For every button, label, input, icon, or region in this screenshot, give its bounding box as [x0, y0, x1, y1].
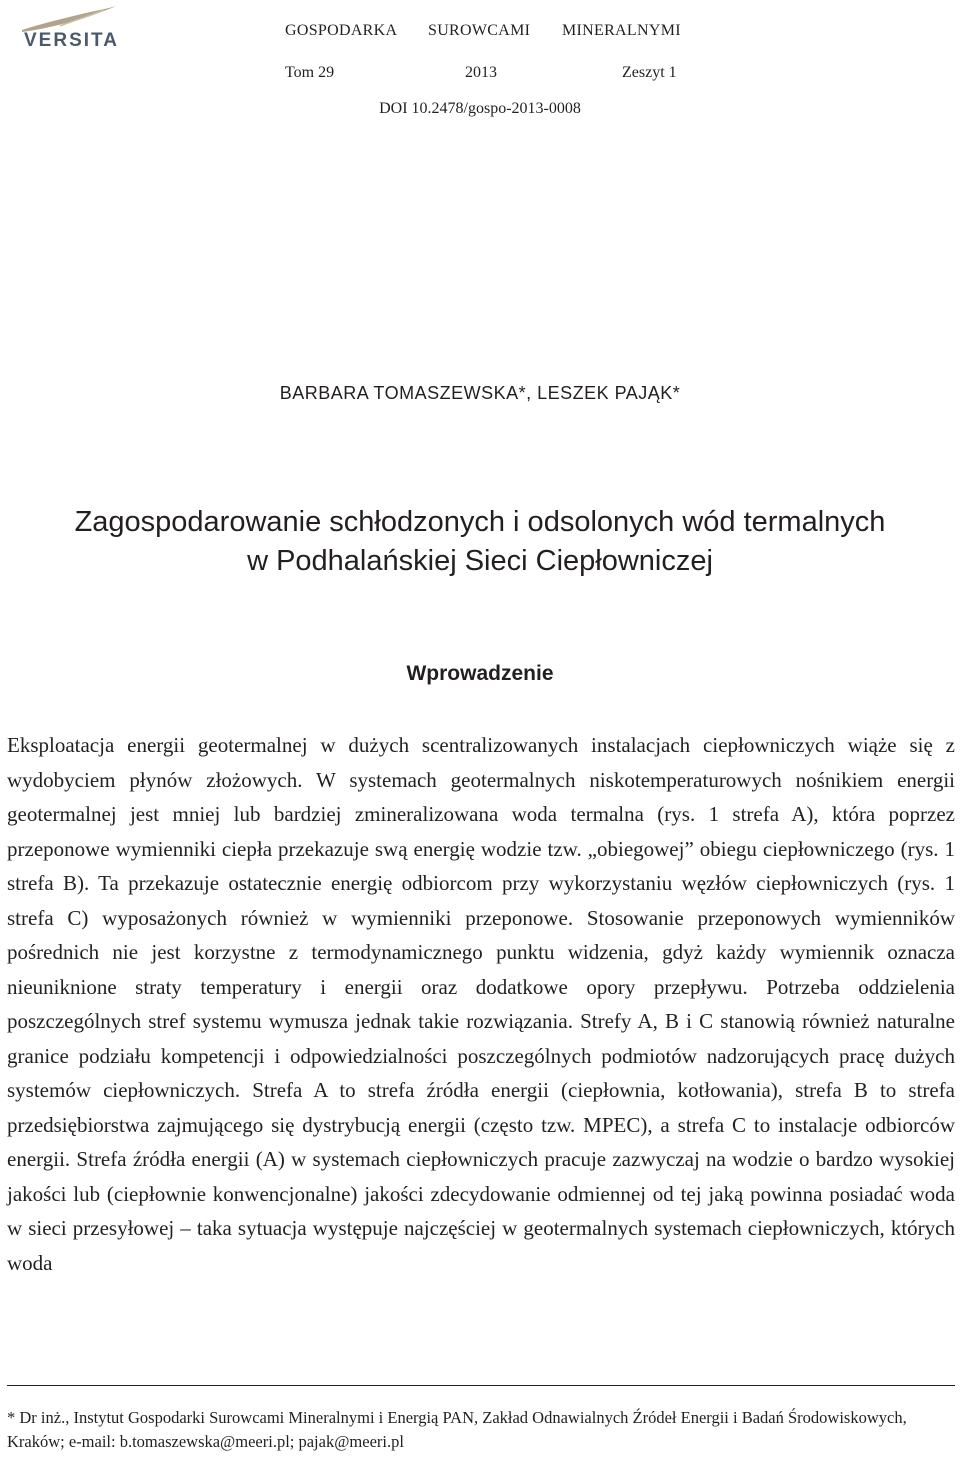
journal-word: GOSPODARKA — [285, 22, 398, 39]
footnote-divider — [7, 1385, 955, 1386]
issue: Zeszyt 1 — [622, 64, 677, 81]
author-footnote: * Dr inż., Instytut Gospodarki Surowcami Mineralnymi i Energią PAN, Zakład Odnawialnych Źródeł Energii i Badań Środowiskowych, Kraków; e-mail: b.tomaszewska@meeri.pl; pajak@meeri.pl — [7, 1408, 907, 1451]
journal-word: MINERALNYMI — [562, 22, 681, 39]
body-paragraph: Eksploatacja energii geotermalnej w dużych scentralizowanych instalacjach ciepłowniczych wiąże się z wydobyciem płynów złożowych. W systemach geotermalnych niskotemperaturowych nośnikiem energii geotermalnej jest mniej lub bardziej zmineralizowana woda termalna (rys. 1 strefa A), która poprzez przeponowe wymienniki ciepła przekazuje swą energię wodzie tzw. „obiegowej” obiegu ciepłowniczego (rys. 1 strefa B). Ta przekazuje ostatecznie energię odbiorcom przy wykorzystaniu węzłów ciepłowniczych (rys. 1 strefa C) wyposażonych również w wymienniki przeponowe. Stosowanie przeponowych wymienników pośrednich nie jest korzystne z termodynamicznego punktu widzenia, gdyż każdy wymiennik oznacza nieuniknione straty temperatury i energii oraz dodatkowe opory przepływu. Potrzeba oddzielenia poszczególnych stref systemu wymusza jednak takie rozwiązania. Strefy A, B i C stanowią również naturalne granice podziału kompetencji i odpowiedzialności poszczególnych podmiotów nadzorujących pracę dużych systemów ciepłowniczych. Strefa A to strefa źródła energii (ciepłownia, kotłowania), strefa B to strefa przedsiębiorstwa zajmującego się dystrybucją energii (często tzw. MPEC), a strefa C to instalacje odbiorców energii. Strefa źródła energii (A) w systemach ciepłowniczych pracuje zazwyczaj na wodzie o bardzo wysokiej jakości lub (ciepłownie konwencjonalne) jakości zdecydowanie odmiennej od tej jaką powinna posiadać woda w sieci przesyłowej – taka sytuacja występuje najczęściej w geotermalnych systemach ciepłowniczych, których woda — [7, 733, 955, 1275]
publisher-name: VERSITA — [24, 30, 119, 51]
publisher-logo — [14, 4, 119, 51]
title-line: Zagospodarowanie schłodzonych i odsolonych wód termalnych — [74, 506, 886, 538]
doi: DOI 10.2478/gospo-2013-0008 — [379, 100, 581, 117]
section-heading: Wprowadzenie — [406, 662, 554, 685]
article-title — [0, 503, 960, 581]
authors: BARBARA TOMASZEWSKA*, LESZEK PAJĄK* — [279, 383, 681, 403]
journal-word: SUROWCAMI — [428, 22, 531, 39]
volume: Tom 29 — [285, 64, 335, 81]
title-line: w Podhalańskiej Sieci Ciepłowniczej — [247, 545, 713, 577]
year: 2013 — [465, 64, 497, 81]
